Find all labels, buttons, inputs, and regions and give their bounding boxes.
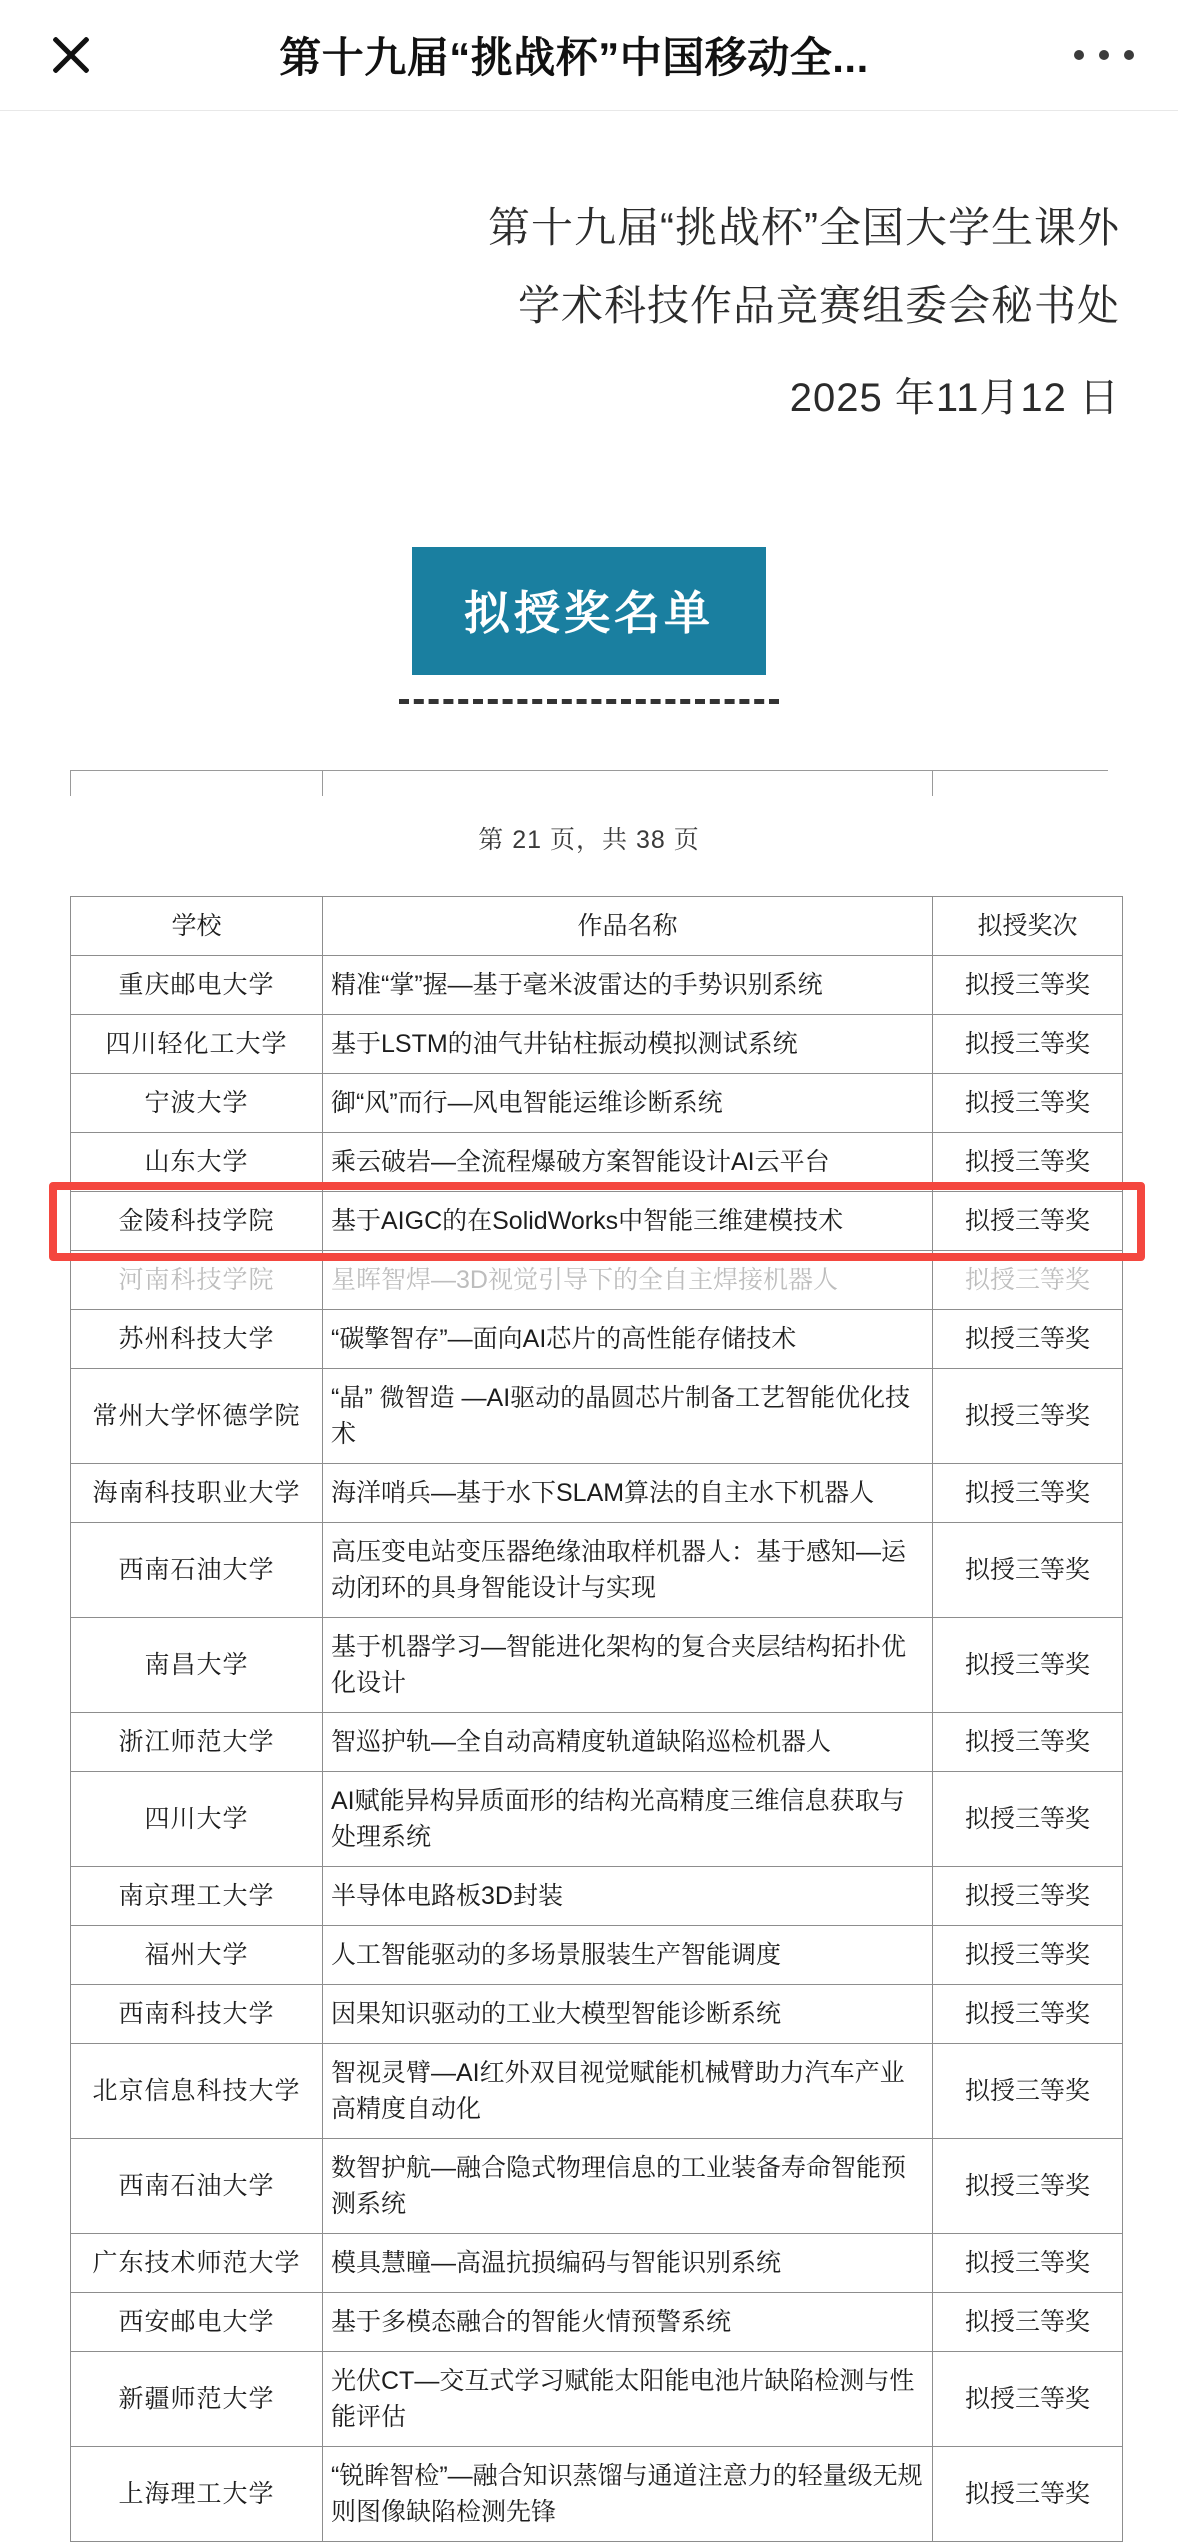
cell-award: 拟授三等奖 bbox=[933, 2139, 1123, 2234]
table-row bbox=[71, 956, 1123, 1015]
cell-award: 拟授三等奖 bbox=[933, 1985, 1123, 2044]
cell-work: 智视灵臂—AI红外双目视觉赋能机械臂助力汽车产业高精度自动化 bbox=[323, 2044, 933, 2139]
cell-school: 四川大学 bbox=[71, 1772, 323, 1867]
cell-school: 西南科技大学 bbox=[71, 1985, 323, 2044]
cell-school: 河南科技学院 bbox=[71, 1251, 323, 1310]
cell-work: 基于机器学习—智能进化架构的复合夹层结构拓扑优化设计 bbox=[323, 1618, 933, 1713]
table-row bbox=[71, 1015, 1123, 1074]
cell-school: 宁波大学 bbox=[71, 1074, 323, 1133]
table-row bbox=[71, 1985, 1123, 2044]
table-header-row bbox=[71, 897, 1123, 956]
cell-school: 苏州科技大学 bbox=[71, 1310, 323, 1369]
table-row bbox=[71, 2352, 1123, 2447]
cell-award: 拟授三等奖 bbox=[933, 2293, 1123, 2352]
table-row bbox=[71, 1713, 1123, 1772]
more-options-icon[interactable] bbox=[1074, 50, 1134, 60]
cell-school: 西南石油大学 bbox=[71, 1523, 323, 1618]
table-row bbox=[71, 1251, 1123, 1310]
cell-work: “碳擎智存”—面向AI芯片的高性能存储技术 bbox=[323, 1310, 933, 1369]
cell-award: 拟授三等奖 bbox=[933, 1015, 1123, 1074]
cell-work: 御“风”而行—风电智能运维诊断系统 bbox=[323, 1074, 933, 1133]
cell-award: 拟授三等奖 bbox=[933, 1523, 1123, 1618]
cell-work: 高压变电站变压器绝缘油取样机器人：基于感知—运动闭环的具身智能设计与实现 bbox=[323, 1523, 933, 1618]
close-icon[interactable] bbox=[44, 28, 98, 82]
cell-school: 重庆邮电大学 bbox=[71, 956, 323, 1015]
scanned-page bbox=[48, 770, 1130, 2542]
cell-work: 人工智能驱动的多场景服装生产智能调度 bbox=[323, 1926, 933, 1985]
cut-cell-school bbox=[71, 771, 323, 797]
cell-school: 山东大学 bbox=[71, 1133, 323, 1192]
table-row bbox=[71, 2044, 1123, 2139]
cell-award: 拟授三等奖 bbox=[933, 1192, 1123, 1251]
cell-work: AI赋能异构异质面形的结构光高精度三维信息获取与处理系统 bbox=[323, 1772, 933, 1867]
table-row bbox=[71, 2234, 1123, 2293]
cell-work: 基于多模态融合的智能火情预警系统 bbox=[323, 2293, 933, 2352]
cell-award: 拟授三等奖 bbox=[933, 1713, 1123, 1772]
table-row bbox=[71, 1310, 1123, 1369]
cell-school: 西安邮电大学 bbox=[71, 2293, 323, 2352]
top-navbar bbox=[0, 0, 1178, 110]
cell-work: 半导体电路板3D封装 bbox=[323, 1867, 933, 1926]
table-header-work: 作品名称 bbox=[323, 897, 933, 956]
cell-school: 福州大学 bbox=[71, 1926, 323, 1985]
dashed-divider bbox=[399, 699, 779, 704]
cell-award: 拟授三等奖 bbox=[933, 1074, 1123, 1133]
cell-award: 拟授三等奖 bbox=[933, 2234, 1123, 2293]
cell-work: 智巡护轨—全自动高精度轨道缺陷巡检机器人 bbox=[323, 1713, 933, 1772]
cell-award: 拟授三等奖 bbox=[933, 2352, 1123, 2447]
signature-line-2: 学术科技作品竞赛组委会秘书处 bbox=[517, 282, 1120, 329]
cut-off-table-row bbox=[70, 770, 1108, 796]
navbar-divider bbox=[0, 110, 1178, 111]
cell-work: 因果知识驱动的工业大模型智能诊断系统 bbox=[323, 1985, 933, 2044]
table-row bbox=[71, 1867, 1123, 1926]
cell-work: 数智护航—融合隐式物理信息的工业装备寿命智能预测系统 bbox=[323, 2139, 933, 2234]
table-header-school: 学校 bbox=[71, 897, 323, 956]
cell-award: 拟授三等奖 bbox=[933, 1369, 1123, 1464]
cell-work: 基于LSTM的油气井钻柱振动模拟测试系统 bbox=[323, 1015, 933, 1074]
signature-block bbox=[48, 189, 1130, 437]
cell-school: 南昌大学 bbox=[71, 1618, 323, 1713]
cell-work: 乘云破岩—全流程爆破方案智能设计AI云平台 bbox=[323, 1133, 933, 1192]
cut-cell-work bbox=[323, 771, 933, 797]
table-row bbox=[71, 1772, 1123, 1867]
cut-cell-award bbox=[933, 771, 1109, 797]
cell-school: 金陵科技学院 bbox=[71, 1192, 323, 1251]
table-row bbox=[71, 2447, 1123, 2542]
cell-school: 上海理工大学 bbox=[71, 2447, 323, 2542]
cell-school: 广东技术师范大学 bbox=[71, 2234, 323, 2293]
page-indicator: 第 21 页，共 38 页 bbox=[478, 826, 700, 854]
table-row bbox=[71, 2293, 1123, 2352]
cell-school: 南京理工大学 bbox=[71, 1867, 323, 1926]
cell-work: “晶” 微智造 —AI驱动的晶圆芯片制备工艺智能优化技术 bbox=[323, 1369, 933, 1464]
cell-work: 精准“掌”握—基于毫米波雷达的手势识别系统 bbox=[323, 956, 933, 1015]
award-list-button[interactable]: 拟授奖名单 bbox=[412, 547, 766, 675]
cell-award: 拟授三等奖 bbox=[933, 2044, 1123, 2139]
cell-school: 四川轻化工大学 bbox=[71, 1015, 323, 1074]
cell-work: 基于AIGC的在SolidWorks中智能三维建模技术 bbox=[323, 1192, 933, 1251]
cell-award: 拟授三等奖 bbox=[933, 2447, 1123, 2542]
cell-award: 拟授三等奖 bbox=[933, 956, 1123, 1015]
cell-award: 拟授三等奖 bbox=[933, 1926, 1123, 1985]
cell-school: 常州大学怀德学院 bbox=[71, 1369, 323, 1464]
cell-work: “锐眸智检”—融合知识蒸馏与通道注意力的轻量级无规则图像缺陷检测先锋 bbox=[323, 2447, 933, 2542]
award-list-section bbox=[48, 547, 1130, 704]
cut-off-table bbox=[70, 770, 1108, 796]
table-row bbox=[71, 1926, 1123, 1985]
cell-award: 拟授三等奖 bbox=[933, 1464, 1123, 1523]
cell-school: 海南科技职业大学 bbox=[71, 1464, 323, 1523]
cell-work: 星晖智焊—3D视觉引导下的全自主焊接机器人 bbox=[323, 1251, 933, 1310]
table-row bbox=[71, 1464, 1123, 1523]
article-body bbox=[0, 189, 1178, 2542]
table-row bbox=[71, 1133, 1123, 1192]
signature-date: 2025 年11月12 日 bbox=[789, 376, 1120, 420]
cell-school: 浙江师范大学 bbox=[71, 1713, 323, 1772]
cell-award: 拟授三等奖 bbox=[933, 1133, 1123, 1192]
table-row bbox=[71, 1523, 1123, 1618]
cell-work: 模具慧瞳—高温抗损编码与智能识别系统 bbox=[323, 2234, 933, 2293]
cell-work: 海洋哨兵—基于水下SLAM算法的自主水下机器人 bbox=[323, 1464, 933, 1523]
page-title: 第十九届“挑战杯”中国移动全... bbox=[279, 34, 869, 81]
award-table bbox=[70, 896, 1123, 2542]
cell-award: 拟授三等奖 bbox=[933, 1310, 1123, 1369]
cell-award: 拟授三等奖 bbox=[933, 1772, 1123, 1867]
cell-award: 拟授三等奖 bbox=[933, 1867, 1123, 1926]
cell-work: 光伏CT—交互式学习赋能太阳能电池片缺陷检测与性能评估 bbox=[323, 2352, 933, 2447]
signature-line-1: 第十九届“挑战杯”全国大学生课外 bbox=[488, 204, 1120, 251]
table-row bbox=[71, 1074, 1123, 1133]
table-row bbox=[71, 2139, 1123, 2234]
cell-award: 拟授三等奖 bbox=[933, 1251, 1123, 1310]
cell-school: 北京信息科技大学 bbox=[71, 2044, 323, 2139]
table-row bbox=[71, 1192, 1123, 1251]
table-header-award: 拟授奖次 bbox=[933, 897, 1123, 956]
cell-school: 西南石油大学 bbox=[71, 2139, 323, 2234]
table-row bbox=[71, 1369, 1123, 1464]
table-row bbox=[71, 1618, 1123, 1713]
cell-school: 新疆师范大学 bbox=[71, 2352, 323, 2447]
cell-award: 拟授三等奖 bbox=[933, 1618, 1123, 1713]
